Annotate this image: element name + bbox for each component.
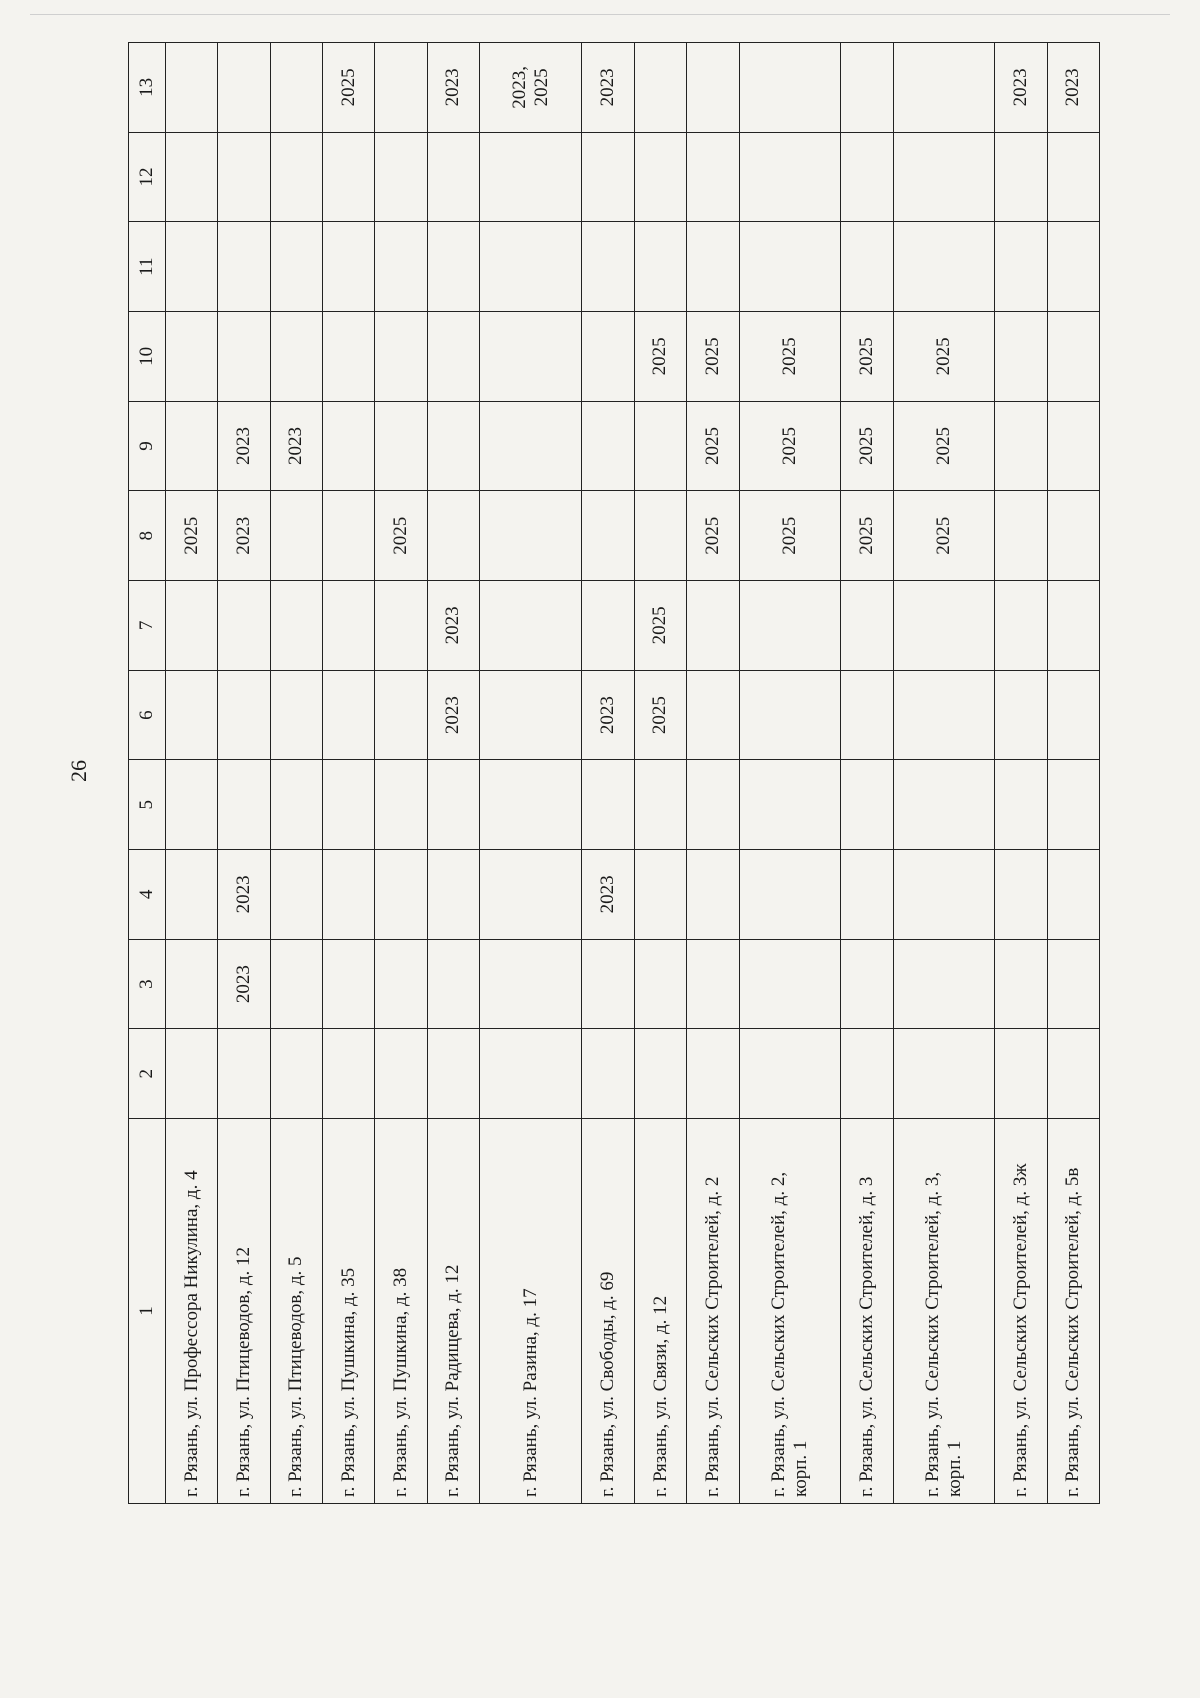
address-cell: г. Рязань, ул. Сельских Строителей, д. 5в (1047, 1119, 1099, 1504)
year-cell-col-13: 2023 (1047, 43, 1099, 133)
table-body (166, 43, 1100, 1504)
year-cell-col-8 (995, 491, 1047, 581)
year-cell-col-7 (1047, 581, 1099, 671)
year-cell-col-3 (893, 939, 995, 1029)
year-cell-col-3 (687, 939, 739, 1029)
year-cell-col-4 (893, 850, 995, 940)
year-cell-col-4 (375, 850, 427, 940)
year-cell-col-3 (634, 939, 686, 1029)
year-cell-col-8: 2025 (375, 491, 427, 581)
year-cell-col-6 (218, 670, 270, 760)
year-cell-col-9: 2025 (893, 401, 995, 491)
year-cell-col-6 (375, 670, 427, 760)
year-cell-col-12 (841, 132, 893, 222)
year-cell-col-8: 2025 (841, 491, 893, 581)
year-cell-col-5 (841, 760, 893, 850)
year-cell-col-13 (893, 43, 995, 133)
year-cell-col-5 (995, 760, 1047, 850)
year-cell-col-3: 2023 (218, 939, 270, 1029)
year-cell-col-10 (166, 312, 218, 402)
year-cell-col-6: 2023 (427, 670, 479, 760)
table-row (582, 43, 634, 1504)
year-cell-col-11 (427, 222, 479, 312)
year-cell-col-10: 2025 (893, 312, 995, 402)
year-cell-col-11 (375, 222, 427, 312)
year-cell-col-7 (166, 581, 218, 671)
year-cell-col-11 (687, 222, 739, 312)
year-cell-col-2 (480, 1029, 582, 1119)
address-cell: г. Рязань, ул. Сельских Строителей, д. 2 (687, 1119, 739, 1504)
table-row (270, 43, 322, 1504)
address-cell: г. Рязань, ул. Разина, д. 17 (480, 1119, 582, 1504)
year-cell-col-5 (687, 760, 739, 850)
year-cell-col-8: 2023 (218, 491, 270, 581)
year-cell-col-4 (427, 850, 479, 940)
year-cell-col-4 (634, 850, 686, 940)
column-header-10: 10 (129, 312, 166, 402)
year-cell-col-4 (166, 850, 218, 940)
table-row (995, 43, 1047, 1504)
year-cell-col-5 (218, 760, 270, 850)
year-cell-col-13: 2025 (323, 43, 375, 133)
year-cell-col-11 (634, 222, 686, 312)
year-cell-col-13 (634, 43, 686, 133)
year-cell-col-13 (166, 43, 218, 133)
year-cell-col-11 (218, 222, 270, 312)
year-cell-col-4 (1047, 850, 1099, 940)
year-cell-col-11 (323, 222, 375, 312)
year-cell-col-12 (687, 132, 739, 222)
year-cell-col-2 (582, 1029, 634, 1119)
year-cell-col-4 (739, 850, 841, 940)
year-cell-col-8: 2025 (739, 491, 841, 581)
year-cell-col-8 (323, 491, 375, 581)
year-cell-col-3 (480, 939, 582, 1029)
year-cell-col-10 (375, 312, 427, 402)
scan-edge-line (30, 14, 1170, 15)
year-cell-col-2 (687, 1029, 739, 1119)
year-cell-col-9: 2025 (687, 401, 739, 491)
year-cell-col-9 (427, 401, 479, 491)
year-cell-col-11 (1047, 222, 1099, 312)
year-cell-col-6: 2025 (634, 670, 686, 760)
column-header-6: 6 (129, 670, 166, 760)
year-cell-col-10: 2025 (841, 312, 893, 402)
year-cell-col-2 (995, 1029, 1047, 1119)
year-cell-col-4 (480, 850, 582, 940)
year-cell-col-6 (841, 670, 893, 760)
address-cell: г. Рязань, ул. Сельских Строителей, д. 2, корп. 1 (739, 1119, 841, 1504)
year-cell-col-5 (1047, 760, 1099, 850)
table-row (893, 43, 995, 1504)
year-cell-col-11 (995, 222, 1047, 312)
year-cell-col-3 (1047, 939, 1099, 1029)
year-cell-col-9 (323, 401, 375, 491)
year-cell-col-6 (480, 670, 582, 760)
year-cell-col-13: 2023 (582, 43, 634, 133)
year-cell-col-11 (739, 222, 841, 312)
year-cell-col-2 (323, 1029, 375, 1119)
year-cell-col-12 (427, 132, 479, 222)
year-cell-col-7: 2023 (427, 581, 479, 671)
column-header-9: 9 (129, 401, 166, 491)
year-cell-col-9 (166, 401, 218, 491)
year-cell-col-11 (893, 222, 995, 312)
year-cell-col-13: 2023 (427, 43, 479, 133)
year-cell-col-7 (480, 581, 582, 671)
year-cell-col-6 (270, 670, 322, 760)
column-header-4: 4 (129, 850, 166, 940)
year-cell-col-9: 2025 (739, 401, 841, 491)
year-cell-col-3 (166, 939, 218, 1029)
table-row (687, 43, 739, 1504)
year-cell-col-9 (480, 401, 582, 491)
year-cell-col-12 (323, 132, 375, 222)
year-cell-col-13: 2023, 2025 (480, 43, 582, 133)
year-cell-col-6 (323, 670, 375, 760)
year-cell-col-7 (375, 581, 427, 671)
year-cell-col-5 (427, 760, 479, 850)
year-cell-col-10 (1047, 312, 1099, 402)
column-header-5: 5 (129, 760, 166, 850)
year-cell-col-10 (582, 312, 634, 402)
year-cell-col-13: 2023 (995, 43, 1047, 133)
year-cell-col-2 (375, 1029, 427, 1119)
year-cell-col-9 (1047, 401, 1099, 491)
year-cell-col-11 (841, 222, 893, 312)
year-cell-col-8 (634, 491, 686, 581)
year-cell-col-4 (323, 850, 375, 940)
table-row (427, 43, 479, 1504)
rotated-table-wrapper (128, 42, 1100, 1504)
year-cell-col-9 (634, 401, 686, 491)
year-cell-col-7 (218, 581, 270, 671)
year-cell-col-3 (375, 939, 427, 1029)
year-cell-col-5 (634, 760, 686, 850)
year-cell-col-3 (739, 939, 841, 1029)
year-cell-col-8 (1047, 491, 1099, 581)
year-cell-col-12 (739, 132, 841, 222)
year-cell-col-12 (1047, 132, 1099, 222)
address-cell: г. Рязань, ул. Радищева, д. 12 (427, 1119, 479, 1504)
year-cell-col-3 (995, 939, 1047, 1029)
year-cell-col-8 (427, 491, 479, 581)
table-row (739, 43, 841, 1504)
year-cell-col-2 (427, 1029, 479, 1119)
year-cell-col-3 (323, 939, 375, 1029)
year-cell-col-5 (582, 760, 634, 850)
address-cell: г. Рязань, ул. Сельских Строителей, д. 3 (841, 1119, 893, 1504)
column-header-3: 3 (129, 939, 166, 1029)
year-cell-col-5 (270, 760, 322, 850)
address-cell: г. Рязань, ул. Птицеводов, д. 12 (218, 1119, 270, 1504)
year-cell-col-6: 2023 (582, 670, 634, 760)
year-cell-col-7 (739, 581, 841, 671)
year-cell-col-8 (480, 491, 582, 581)
column-header-2: 2 (129, 1029, 166, 1119)
address-cell: г. Рязань, ул. Свободы, д. 69 (582, 1119, 634, 1504)
year-cell-col-4 (270, 850, 322, 940)
address-cell: г. Рязань, ул. Профессора Никулина, д. 4 (166, 1119, 218, 1504)
year-cell-col-13 (687, 43, 739, 133)
year-cell-col-13 (375, 43, 427, 133)
column-header-11: 11 (129, 222, 166, 312)
year-cell-col-7: 2025 (634, 581, 686, 671)
address-cell: г. Рязань, ул. Пушкина, д. 35 (323, 1119, 375, 1504)
year-cell-col-2 (739, 1029, 841, 1119)
table-row (323, 43, 375, 1504)
column-header-13: 13 (129, 43, 166, 133)
year-cell-col-10 (218, 312, 270, 402)
year-cell-col-12 (480, 132, 582, 222)
address-cell: г. Рязань, ул. Птицеводов, д. 5 (270, 1119, 322, 1504)
year-cell-col-12 (270, 132, 322, 222)
address-cell: г. Рязань, ул. Связи, д. 12 (634, 1119, 686, 1504)
year-cell-col-10 (270, 312, 322, 402)
year-cell-col-6 (739, 670, 841, 760)
year-cell-col-2 (218, 1029, 270, 1119)
year-cell-col-13 (218, 43, 270, 133)
year-cell-col-9: 2023 (218, 401, 270, 491)
year-cell-col-8: 2025 (166, 491, 218, 581)
column-header-7: 7 (129, 581, 166, 671)
year-cell-col-10 (480, 312, 582, 402)
address-cell: г. Рязань, ул. Сельских Строителей, д. 3ж (995, 1119, 1047, 1504)
year-cell-col-4 (687, 850, 739, 940)
year-cell-col-8: 2025 (893, 491, 995, 581)
year-cell-col-12 (995, 132, 1047, 222)
year-cell-col-5 (480, 760, 582, 850)
table-row (166, 43, 218, 1504)
year-cell-col-12 (166, 132, 218, 222)
year-cell-col-5 (375, 760, 427, 850)
table-row (375, 43, 427, 1504)
table-row (1047, 43, 1099, 1504)
year-cell-col-6 (166, 670, 218, 760)
year-cell-col-13 (739, 43, 841, 133)
column-header-8: 8 (129, 491, 166, 581)
year-cell-col-9: 2025 (841, 401, 893, 491)
year-cell-col-4 (995, 850, 1047, 940)
table-row (218, 43, 270, 1504)
year-cell-col-2 (1047, 1029, 1099, 1119)
year-cell-col-11 (166, 222, 218, 312)
year-cell-col-13 (270, 43, 322, 133)
year-cell-col-10: 2025 (739, 312, 841, 402)
year-cell-col-7 (687, 581, 739, 671)
year-cell-col-4 (841, 850, 893, 940)
table-row (634, 43, 686, 1504)
year-cell-col-8: 2025 (687, 491, 739, 581)
year-cell-col-9: 2023 (270, 401, 322, 491)
year-cell-col-12 (218, 132, 270, 222)
year-cell-col-8 (270, 491, 322, 581)
year-cell-col-5 (166, 760, 218, 850)
year-cell-col-7 (270, 581, 322, 671)
year-cell-col-7 (841, 581, 893, 671)
year-cell-col-7 (995, 581, 1047, 671)
table-row (841, 43, 893, 1504)
year-cell-col-11 (582, 222, 634, 312)
year-cell-col-3 (427, 939, 479, 1029)
year-cell-col-10: 2025 (634, 312, 686, 402)
year-cell-col-11 (270, 222, 322, 312)
year-cell-col-13 (841, 43, 893, 133)
year-cell-col-6 (687, 670, 739, 760)
year-cell-col-6 (893, 670, 995, 760)
year-cell-col-5 (739, 760, 841, 850)
year-cell-col-4: 2023 (218, 850, 270, 940)
year-cell-col-3 (270, 939, 322, 1029)
table-header-row (129, 43, 166, 1504)
year-cell-col-2 (634, 1029, 686, 1119)
year-cell-col-10: 2025 (687, 312, 739, 402)
year-cell-col-12 (634, 132, 686, 222)
year-cell-col-9 (995, 401, 1047, 491)
year-cell-col-7 (893, 581, 995, 671)
page-number: 26 (66, 760, 91, 782)
year-cell-col-12 (582, 132, 634, 222)
year-cell-col-5 (893, 760, 995, 850)
year-cell-col-7 (582, 581, 634, 671)
year-cell-col-10 (427, 312, 479, 402)
column-header-1: 1 (129, 1119, 166, 1504)
year-cell-col-2 (841, 1029, 893, 1119)
year-cell-col-10 (323, 312, 375, 402)
year-cell-col-12 (375, 132, 427, 222)
schedule-table (128, 42, 1100, 1504)
year-cell-col-3 (582, 939, 634, 1029)
year-cell-col-10 (995, 312, 1047, 402)
year-cell-col-2 (893, 1029, 995, 1119)
year-cell-col-11 (480, 222, 582, 312)
year-cell-col-9 (582, 401, 634, 491)
address-cell: г. Рязань, ул. Пушкина, д. 38 (375, 1119, 427, 1504)
year-cell-col-2 (166, 1029, 218, 1119)
year-cell-col-6 (1047, 670, 1099, 760)
table-row (480, 43, 582, 1504)
column-header-12: 12 (129, 132, 166, 222)
year-cell-col-3 (841, 939, 893, 1029)
year-cell-col-9 (375, 401, 427, 491)
year-cell-col-2 (270, 1029, 322, 1119)
year-cell-col-7 (323, 581, 375, 671)
year-cell-col-12 (893, 132, 995, 222)
year-cell-col-5 (323, 760, 375, 850)
year-cell-col-4: 2023 (582, 850, 634, 940)
year-cell-col-6 (995, 670, 1047, 760)
address-cell: г. Рязань, ул. Сельских Строителей, д. 3, корп. 1 (893, 1119, 995, 1504)
year-cell-col-8 (582, 491, 634, 581)
